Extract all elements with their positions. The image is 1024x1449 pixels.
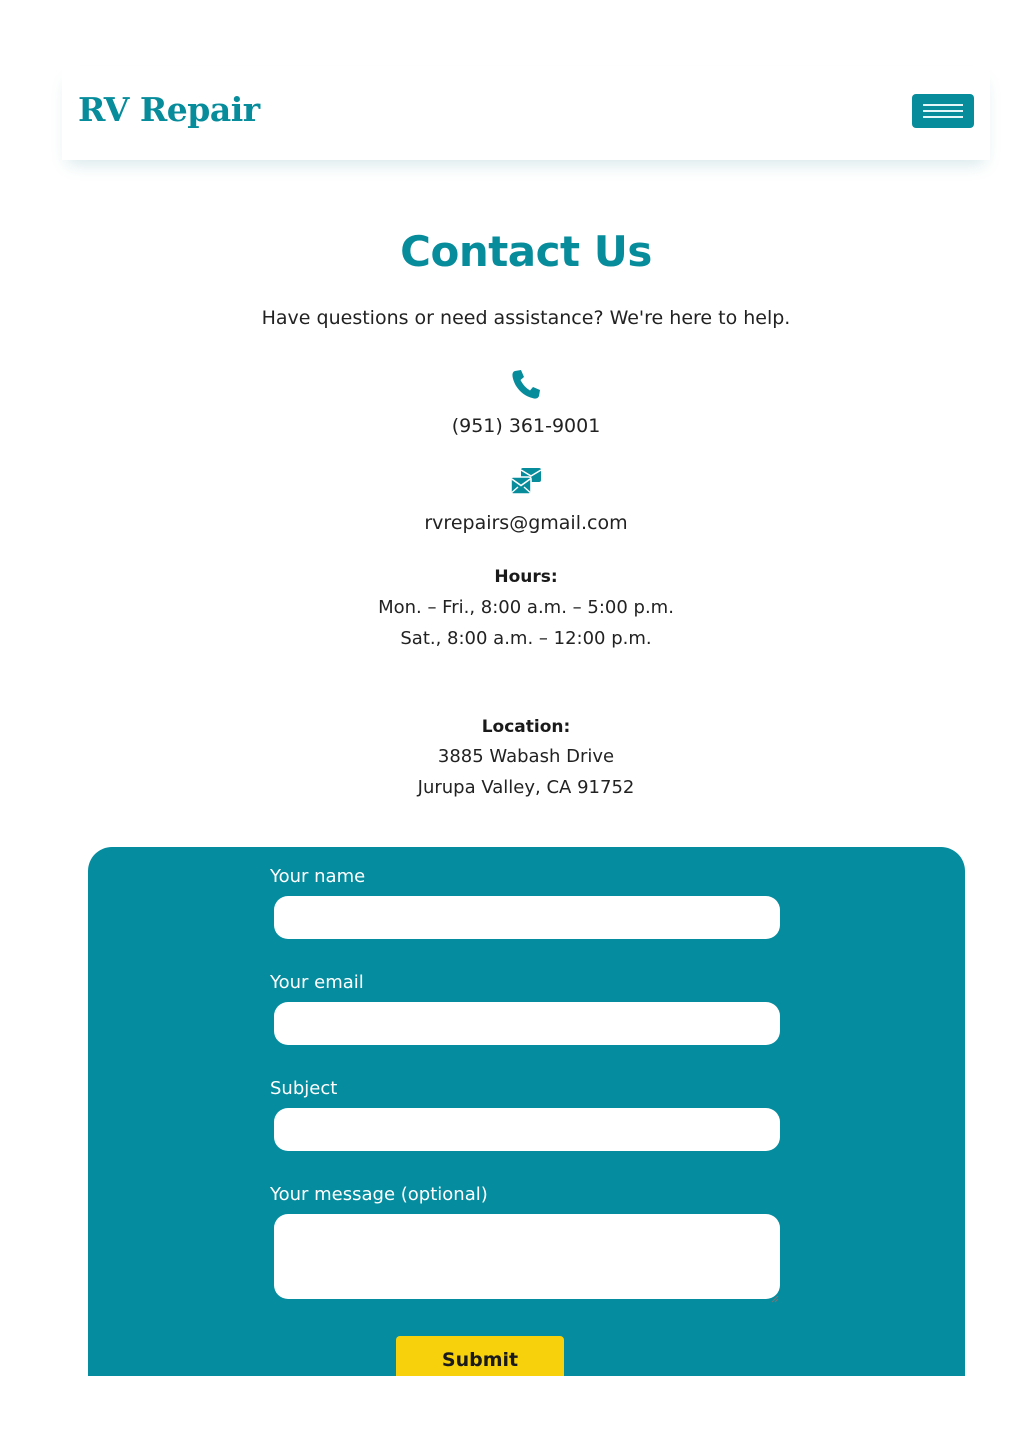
- phone-number[interactable]: (951) 361-9001: [451, 415, 601, 437]
- page-title: Contact Us: [400, 227, 652, 276]
- hamburger-menu-button[interactable]: [912, 94, 974, 128]
- hours-line-saturday: Sat., 8:00 a.m. – 12:00 p.m.: [400, 628, 652, 649]
- site-header: [62, 66, 990, 160]
- hours-line-weekdays: Mon. – Fri., 8:00 a.m. – 5:00 p.m.: [378, 597, 674, 618]
- hours-heading: Hours:: [494, 567, 558, 587]
- intro-text: Have questions or need assistance? We're here to help.: [261, 307, 791, 329]
- email-input[interactable]: [274, 1002, 780, 1045]
- location-heading: Location:: [481, 717, 571, 737]
- email-label: Your email: [270, 972, 364, 993]
- name-label: Your name: [270, 866, 366, 887]
- subject-label: Subject: [270, 1078, 338, 1099]
- resize-handle-icon[interactable]: [770, 1288, 779, 1297]
- email-address[interactable]: rvrepairs@gmail.com: [424, 512, 628, 534]
- submit-button[interactable]: Submit: [396, 1336, 564, 1376]
- message-label: Your message (optional): [270, 1184, 488, 1205]
- name-input[interactable]: [274, 896, 780, 939]
- phone-icon: [508, 366, 544, 402]
- address-street: 3885 Wabash Drive: [437, 746, 615, 767]
- contact-form: [88, 847, 965, 1376]
- hamburger-menu-icon: [923, 104, 963, 118]
- address-city: Jurupa Valley, CA 91752: [417, 777, 635, 798]
- envelopes-icon: [508, 464, 544, 500]
- message-textarea[interactable]: [274, 1214, 780, 1299]
- site-logo[interactable]: RV Repair: [78, 90, 260, 129]
- subject-input[interactable]: [274, 1108, 780, 1151]
